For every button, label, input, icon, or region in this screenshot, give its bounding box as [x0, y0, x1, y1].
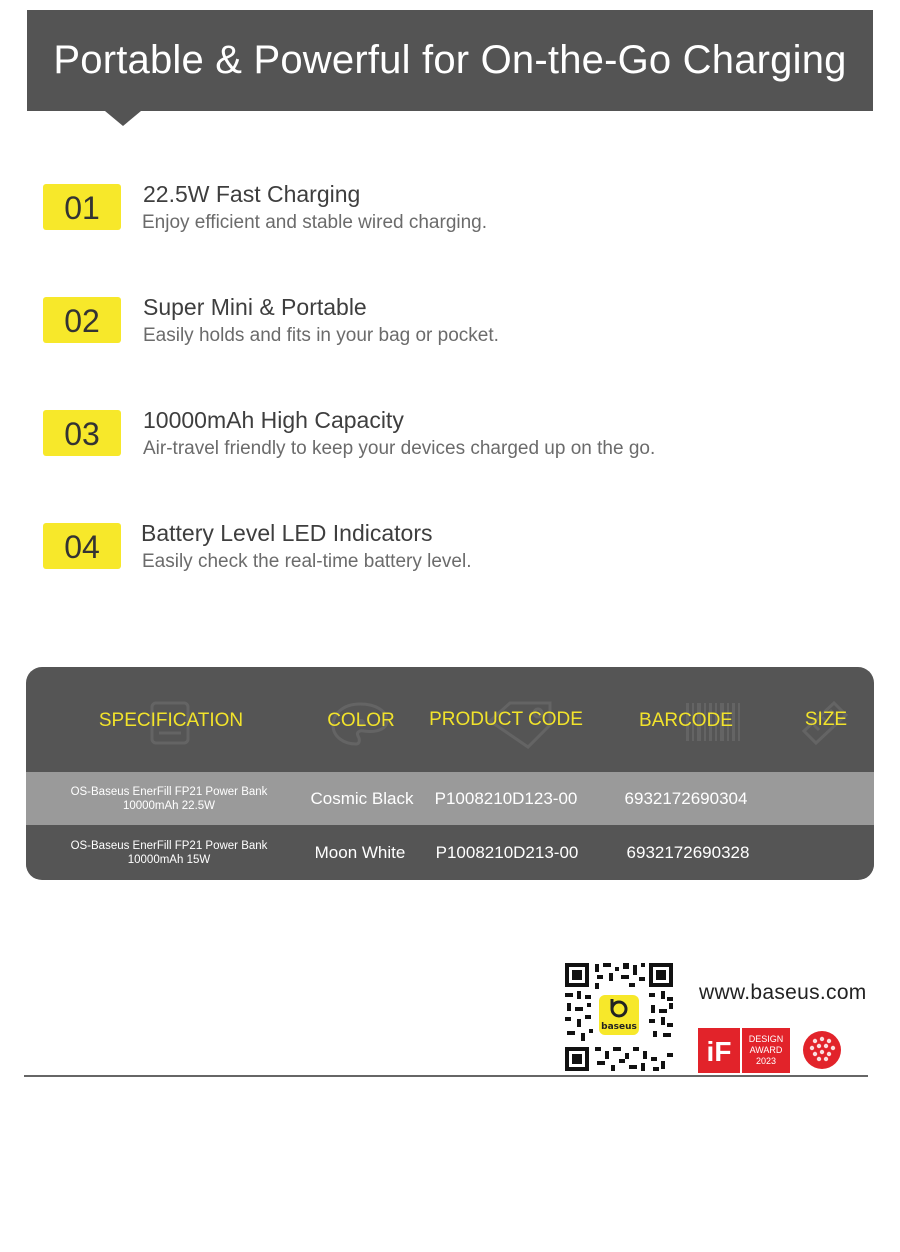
header-barcode: BARCODE: [639, 710, 733, 731]
spec-table-header: [26, 667, 874, 772]
feature-title: Super Mini & Portable: [143, 294, 367, 320]
header-product-code: PRODUCT CODE: [429, 709, 583, 730]
barcode-cell: 6932172690328: [626, 842, 750, 862]
feature-description: Enjoy efficient and stable wired charging.: [142, 212, 488, 233]
award-line: AWARD: [749, 1045, 783, 1055]
header-banner: [27, 10, 873, 111]
qr-logo-text: baseus: [601, 1022, 637, 1032]
feature-number: 03: [43, 410, 121, 456]
if-design-award-badge: [698, 1028, 790, 1073]
feature-number: 01: [43, 184, 121, 230]
size-cell: [798, 826, 854, 879]
if-logo-text: iF: [706, 1036, 732, 1067]
spec-line: OS-Baseus EnerFill FP21 Power Bank: [70, 839, 268, 852]
feature-description: Air-travel friendly to keep your devices charged up on the go.: [143, 438, 656, 459]
footer-divider: [24, 1075, 868, 1077]
banner-pointer: [105, 111, 141, 126]
award-line: 2023: [755, 1056, 777, 1066]
red-dot-award-icon: [801, 1029, 843, 1071]
feature-title: Battery Level LED Indicators: [141, 520, 433, 546]
color-cell: Moon White: [314, 842, 406, 862]
feature-description: Easily holds and fits in your bag or pocket.: [143, 325, 499, 346]
color-cell: Cosmic Black: [310, 788, 414, 808]
spec-table: [26, 667, 874, 880]
feature-item: [43, 181, 843, 244]
table-row: [26, 772, 874, 825]
header-size: SIZE: [804, 709, 848, 730]
feature-item: [43, 294, 843, 357]
feature-item: [43, 520, 843, 583]
feature-title: 10000mAh High Capacity: [143, 407, 404, 433]
feature-item: [43, 407, 843, 470]
spec-cell: [56, 772, 282, 825]
header-color: COLOR: [327, 710, 395, 731]
feature-number: 04: [43, 523, 121, 569]
barcode-cell: 6932172690304: [624, 788, 748, 808]
page-title: Portable & Powerful for On-the-Go Charging: [53, 38, 847, 82]
qr-code-icon[interactable]: [563, 961, 675, 1073]
spec-line: 10000mAh 15W: [127, 853, 211, 866]
spec-cell: [56, 826, 282, 879]
product-code-cell: P1008210D213-00: [435, 842, 579, 862]
feature-description: Easily check the real-time battery level.: [142, 551, 472, 572]
spec-line: 10000mAh 22.5W: [122, 799, 216, 812]
award-line: DESIGN: [748, 1034, 784, 1044]
table-row: [26, 826, 874, 879]
feature-number: 02: [43, 297, 121, 343]
size-cell: [798, 772, 854, 825]
feature-title: 22.5W Fast Charging: [143, 181, 361, 207]
website-link[interactable]: www.baseus.com: [699, 981, 867, 1004]
product-code-cell: P1008210D123-00: [434, 788, 578, 808]
spec-line: OS-Baseus EnerFill FP21 Power Bank: [70, 785, 268, 798]
header-specification: SPECIFICATION: [98, 710, 244, 731]
